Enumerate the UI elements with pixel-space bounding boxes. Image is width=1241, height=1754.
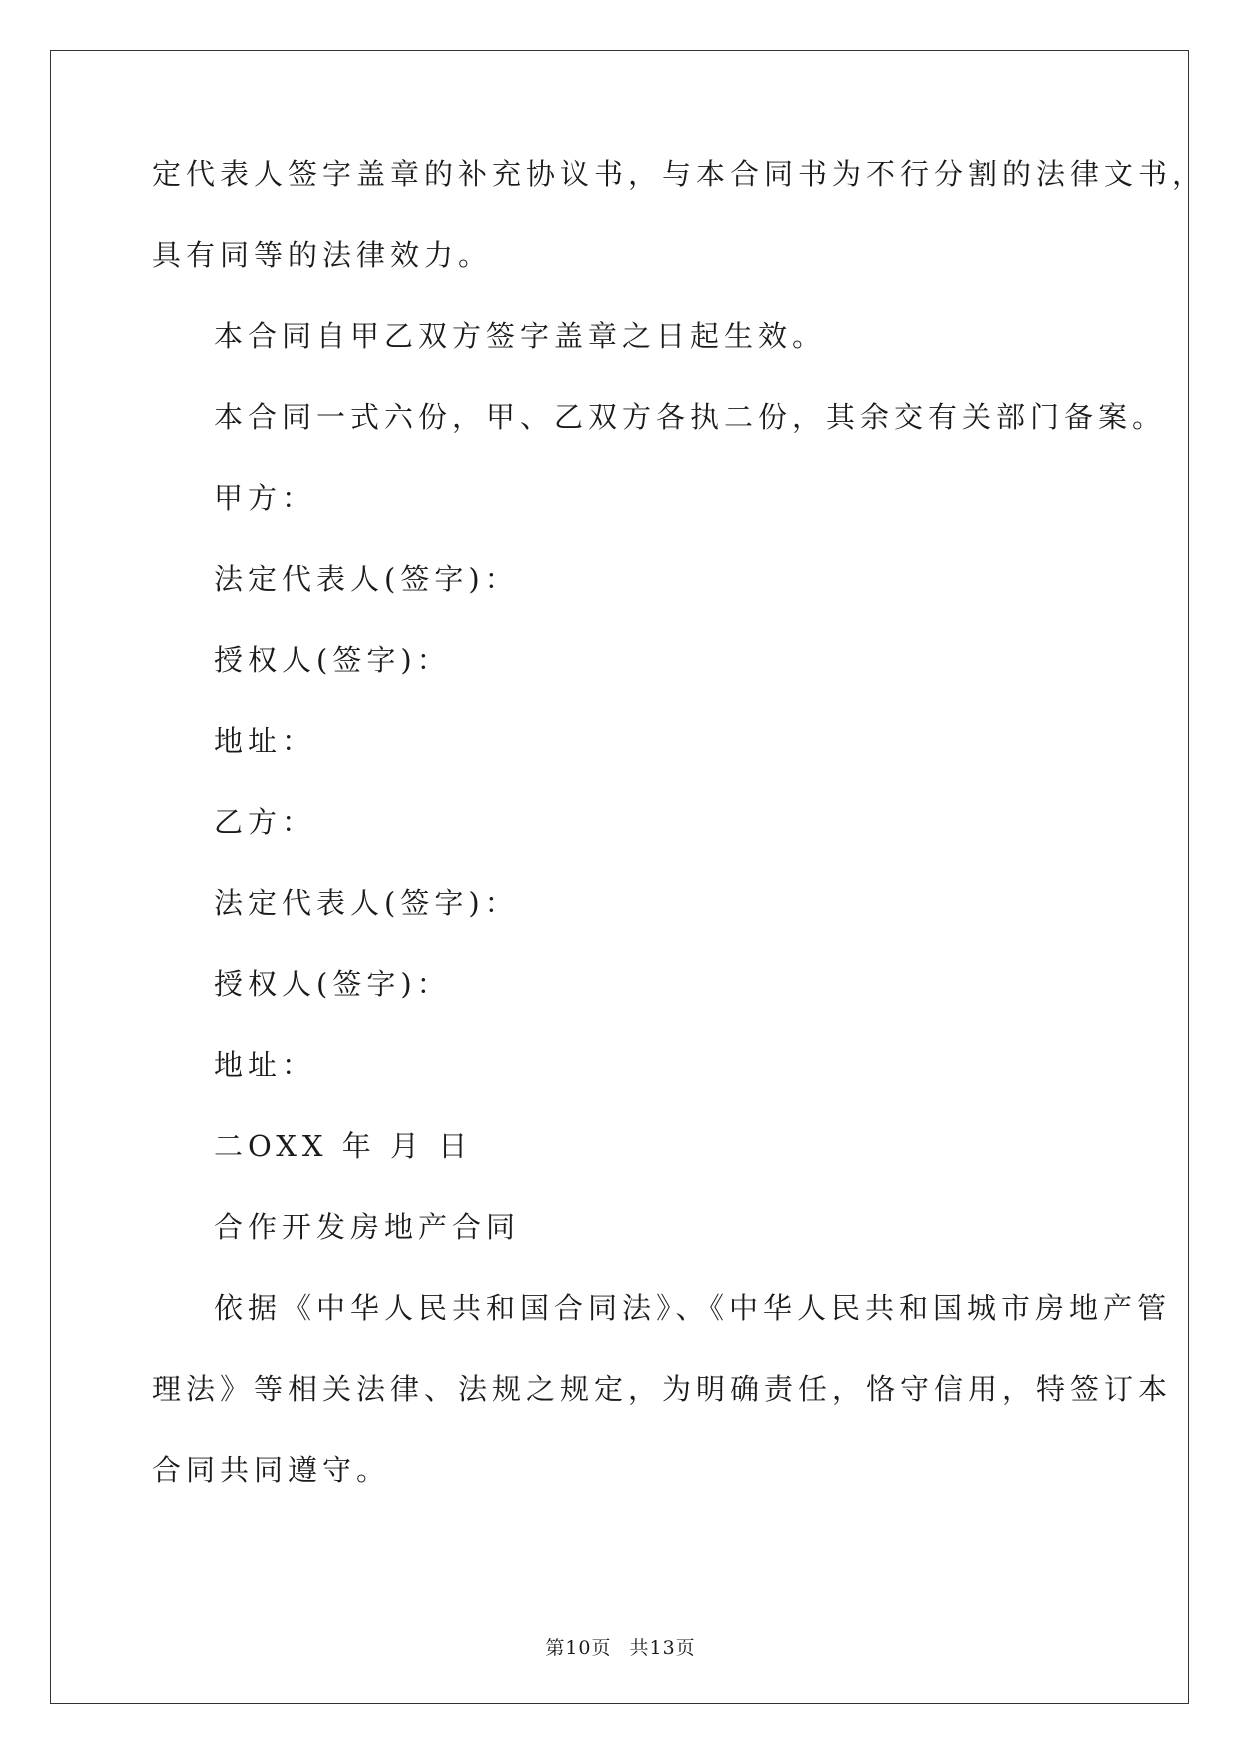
section-title: 合作开发房地产合同 <box>214 1210 521 1244</box>
party-a-legal-rep: 法定代表人(签字)： <box>214 562 519 596</box>
text-line-15: 依据《中华人民共和国合同法》、《中华人民共和国城市房地产管 <box>214 1291 1172 1325</box>
party-a-address: 地址： <box>214 724 317 758</box>
party-a-label: 甲方： <box>214 481 317 515</box>
text-line-4: 本合同一式六份，甲、乙双方各执二份，其余交有关部门备案。 <box>214 400 1167 434</box>
page-total: 共13页 <box>629 1637 696 1659</box>
party-b-authorized: 授权人(签字)： <box>214 967 451 1001</box>
party-b-legal-rep: 法定代表人(签字)： <box>214 886 519 920</box>
date-line: 二OXX 年 月 日 <box>214 1129 473 1163</box>
text-line-17: 合同共同遵守。 <box>152 1453 391 1487</box>
party-b-address: 地址： <box>214 1048 317 1082</box>
party-b-label: 乙方： <box>214 805 317 839</box>
text-line-16: 理法》等相关法律、法规之规定，为明确责任，恪守信用，特签订本 <box>152 1372 1173 1406</box>
text-line-3: 本合同自甲乙双方签字盖章之日起生效。 <box>214 319 827 353</box>
text-line-1: 定代表人签字盖章的补充协议书，与本合同书为不行分割的法律文书， <box>152 157 1207 191</box>
page-footer <box>0 1633 1241 1660</box>
page-number: 第10页 <box>545 1637 612 1659</box>
text-line-2: 具有同等的法律效力。 <box>152 238 493 272</box>
party-a-authorized: 授权人(签字)： <box>214 643 451 677</box>
